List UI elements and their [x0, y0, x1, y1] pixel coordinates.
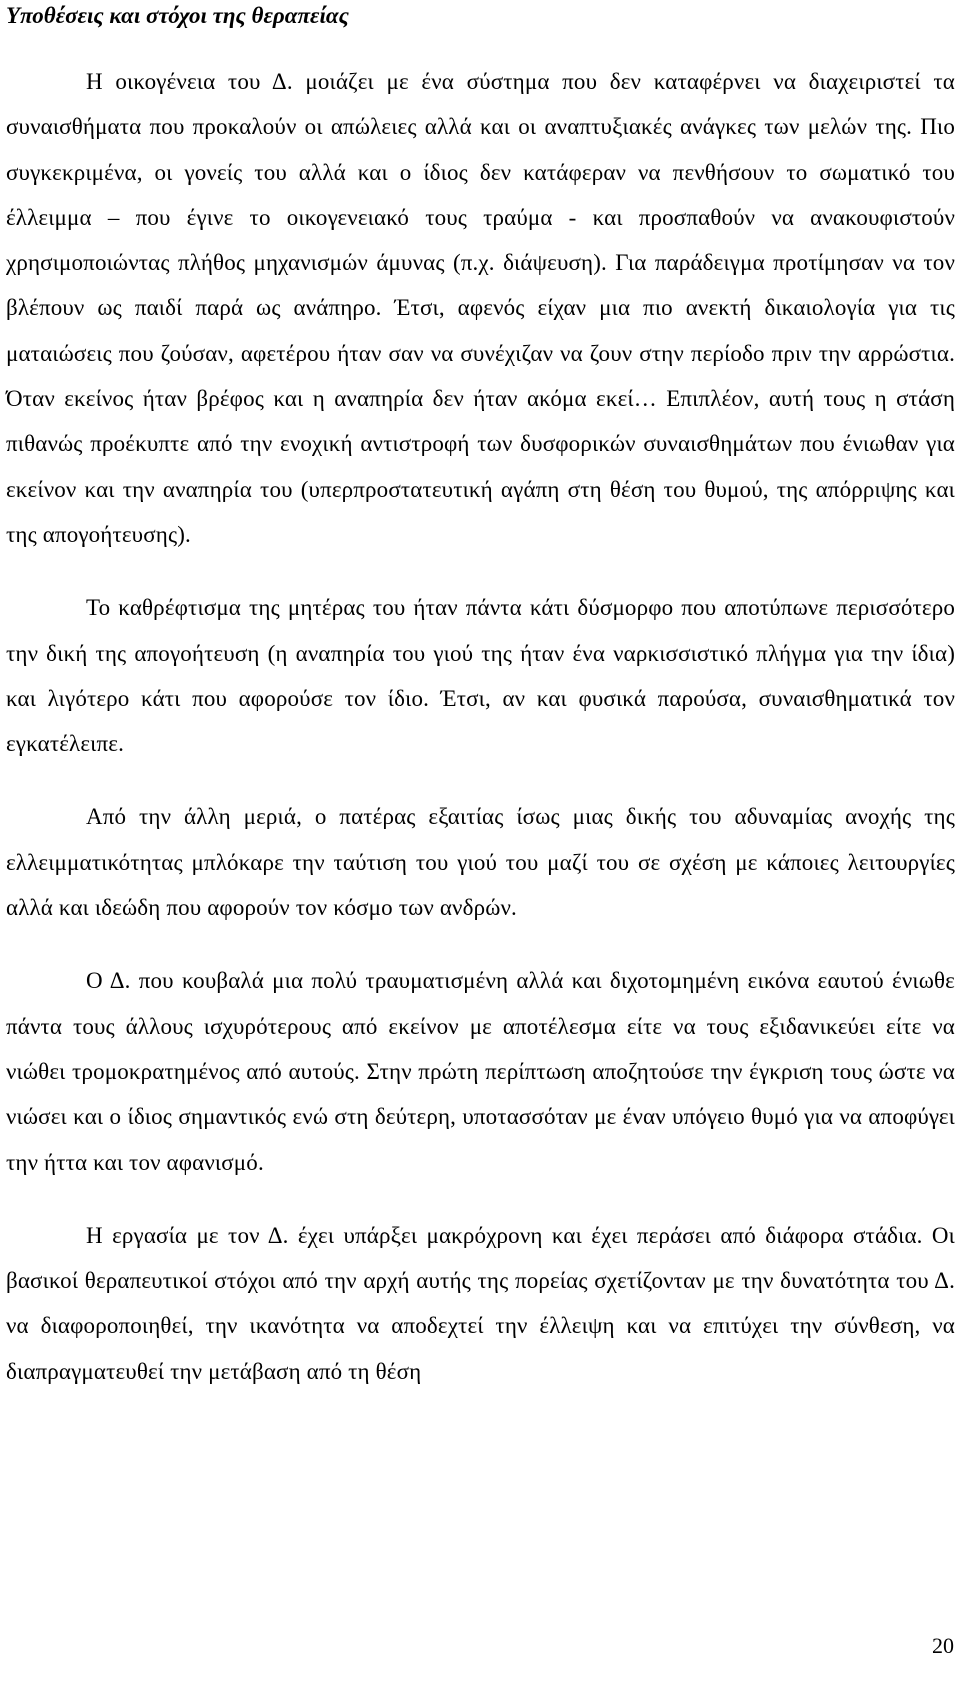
document-body — [6, 0, 955, 1422]
paragraph-4: Ο Δ. που κουβαλά μια πολύ τραυματισμένη αλλά και διχοτομημένη εικόνα εαυτού ένιωθε πάντα τους άλλους ισχυρότερους από εκείνον με αποτέλεσμα είτε να τους εξιδανικεύει είτε να νιώθει τρομοκρατημένος από αυτούς. Στην πρώτη περίπτωση αποζητούσε την έγκριση τους ώστε να νιώσει και ο ίδιος σημαντικός ενώ στη δεύτερη, υποτασσόταν με έναν υπόγειο θυμό για να αποφύγει την ήττα και τον αφανισμό. — [6, 968, 955, 1175]
paragraph-1: Η οικογένεια του Δ. μοιάζει με ένα σύστημα που δεν καταφέρνει να διαχειριστεί τα συναισθήματα που προκαλούν οι απώλειες αλλά και οι αναπτυξιακές ανάγκες των μελών της. Πιο συγκεκριμένα, οι γονείς του αλλά και ο ίδιος δεν κατάφεραν να πενθήσουν το σωματικό του έλλειμμα – που έγινε το οικογενειακό τους τραύμα - και προσπαθούν να ανακουφιστούν χρησιμοποιώντας πλήθος μηχανισμών άμυνας (π.χ. διάψευση). Για παράδειγμα προτίμησαν να τον βλέπουν ως παιδί παρά ως ανάπηρο. Έτσι, αφενός είχαν μια πιο ανεκτή δικαιολογία για τις ματαιώσεις που ζούσαν, αφετέρου ήταν σαν να συνέχιζαν να ζουν στην περίοδο πριν την αρρώστια. Όταν εκείνος ήταν βρέφος και η αναπηρία δεν ήταν ακόμα εκεί… Επιπλέον, αυτή τους η στάση πιθανώς προέκυπτε από την ενοχική αντιστροφή των δυσφορικών συναισθημάτων που ένιωθαν για εκείνον και την αναπηρία του (υπερπροστατευτική αγάπη στη θέση του θυμού, της απόρριψης και της απογοήτευσης). — [6, 69, 955, 547]
section-heading: Υποθέσεις και στόχοι της θεραπείας — [6, 3, 349, 28]
paragraph-2: Το καθρέφτισμα της μητέρας του ήταν πάντα κάτι δύσμορφο που αποτύπωνε περισσότερο την δική της απογοήτευση (η αναπηρία του γιού της ήταν ένα ναρκισσιστικό πλήγμα για την ίδια) και λιγότερο κάτι που αφορούσε τον ίδιο. Έτσι, αν και φυσικά παρούσα, συναισθηματικά τον εγκατέλειπε. — [6, 595, 955, 757]
paragraph-5: Η εργασία με τον Δ. έχει υπάρξει μακρόχρονη και έχει περάσει από διάφορα στάδια. Οι βασικοί θεραπευτικοί στόχοι από την αρχή αυτής της πορείας σχετίζονταν με την δυνατότητα του Δ. να διαφοροποιηθεί, την ικανότητα να αποδεχτεί την έλλειψη και να επιτύχει την σύνθεση, να διαπραγματευθεί την μετάβαση από τη θέση — [6, 1222, 955, 1384]
paragraph-3: Από την άλλη μεριά, ο πατέρας εξαιτίας ίσως μιας δικής του αδυναμίας ανοχής της ελλειμματικότητας μπλόκαρε την ταύτιση του γιού του μαζί του σε σχέση με κάποιες λειτουργίες αλλά και ιδεώδη που αφορούν τον κόσμο των ανδρών. — [6, 804, 955, 921]
page-number: 20 — [932, 1633, 954, 1658]
